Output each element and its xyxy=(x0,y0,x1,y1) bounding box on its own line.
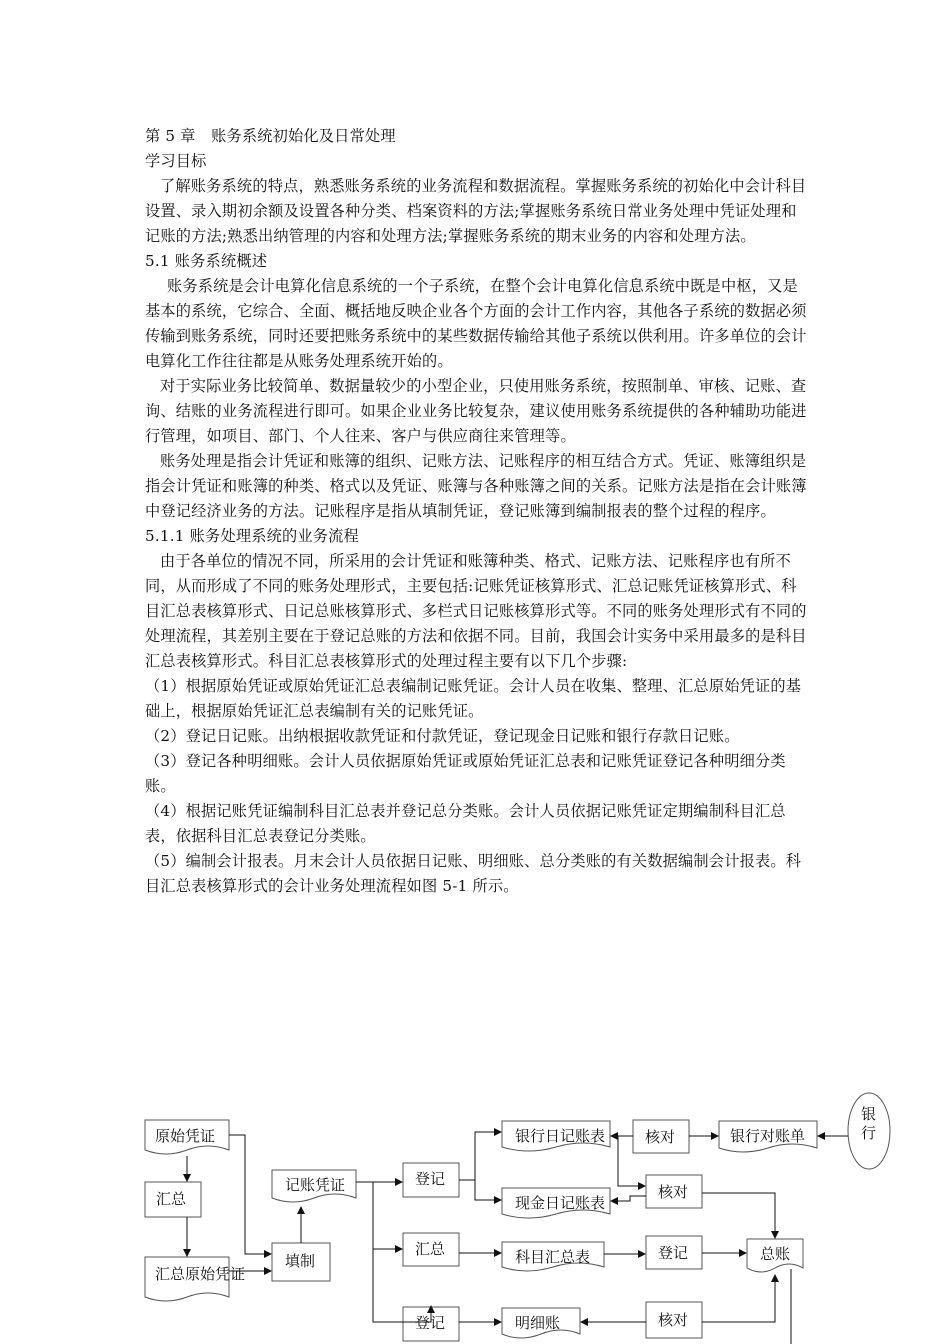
section-5-1-1-heading: 5.1.1 账务处理系统的业务流程 xyxy=(145,527,359,545)
bank-statement-label: 银行对账单 xyxy=(730,1127,806,1145)
section-5-1-1-paragraph: 由于各单位的情况不同，所采用的会计凭证和账簿种类、格式、记账方法、记账程序也有所不同，从而形成了不同的账务处理形式，主要包括:记账凭证核算形式、汇总记账凭证核算形式、科目汇总表核算形式、日记总账核算形式、多栏式日记账核算形式等。不同的账务处理形式有不同的处理流程，其差别主要在于登记总账的方法和依据不同。目前，我国会计实务中采用最多的是科目汇总表核算形式。科目汇总表核算形式的处理过程主要有以下几个步骤: xyxy=(145,552,807,670)
step-3: （3）登记各种明细账。会计人员依据原始凭证或原始凭证汇总表和记账凭证登记各种明细分类账。 xyxy=(145,752,786,795)
fill-label: 填制 xyxy=(285,1252,316,1270)
step-5: （5）编制会计报表。月末会计人员依据日记账、明细账、总分类账的有关数据编制会计报表。科目汇总表核算形式的会计业务处理流程如图 5-1 所示。 xyxy=(145,852,802,895)
bank-label-1: 银 xyxy=(861,1105,877,1123)
section-5-1-paragraph-1: 账务系统是会计电算化信息系统的一个子系统，在整个会计电算化信息系统中既是中枢，又是基本的系统，它综合、全面、概括地反映企业各个方面的会计工作内容，其他各子系统的数据必须传输到账务系统，同时还要把账务系统中的某些数据传输给其他子系统以供利用。许多单位的会计电算化工作往往都是从账务处理系统开始的。 xyxy=(145,277,807,370)
cash-journal-label: 现金日记账表 xyxy=(515,1194,606,1212)
bank-label-2: 行 xyxy=(861,1124,877,1142)
register-label-1: 登记 xyxy=(415,1170,446,1188)
section-5-1-heading: 5.1 账务系统概述 xyxy=(145,252,268,270)
objectives-paragraph: 了解账务系统的特点，熟悉账务系统的业务流程和数据流程。掌握账务系统的初始化中会计科目设置、录入期初余额及设置各种分类、档案资料的方法;掌握账务系统日常业务处理中凭证处理和记账的方法;熟悉出纳管理的内容和处理方法;掌握账务系统的期末业务的内容和处理方法。 xyxy=(145,177,807,245)
accounting-voucher-label: 记账凭证 xyxy=(285,1176,346,1194)
step-1: （1）根据原始凭证或原始凭证汇总表编制记账凭证。会计人员在收集、整理、汇总原始凭证的基础上，根据原始凭证汇总表编制有关的记账凭证。 xyxy=(145,677,802,720)
summary-voucher-label: 汇总原始凭证 xyxy=(155,1265,246,1283)
summarize-label-2: 汇总 xyxy=(415,1240,446,1258)
objectives-heading: 学习目标 xyxy=(145,152,207,170)
flowchart-figure-5-1 xyxy=(0,1090,950,1344)
register-label-2: 登记 xyxy=(415,1314,446,1332)
section-5-1-paragraph-2: 对于实际业务比较简单、数据量较少的小型企业，只使用账务系统，按照制单、审核、记账、查询、结账的业务流程进行即可。如果企业业务比较复杂，建议使用账务系统提供的各种辅助功能进行管理，如项目、部门、个人往来、客户与供应商往来管理等。 xyxy=(145,377,807,445)
general-ledger-label: 总账 xyxy=(760,1245,791,1263)
step-4: （4）根据记账凭证编制科目汇总表并登记总分类账。会计人员依据记账凭证定期编制科目汇总表，依据科目汇总表登记分类账。 xyxy=(145,802,786,845)
detail-ledger-label: 明细账 xyxy=(515,1314,561,1332)
check-label-1: 核对 xyxy=(645,1128,676,1146)
step-2: （2）登记日记账。出纳根据收款凭证和付款凭证，登记现金日记账和银行存款日记账。 xyxy=(145,727,740,745)
chapter-title: 第 5 章 账务系统初始化及日常处理 xyxy=(145,127,396,145)
check-label-2: 核对 xyxy=(658,1183,689,1201)
check-label-3: 核对 xyxy=(658,1311,689,1329)
document-body xyxy=(145,124,810,899)
subject-summary-label: 科目汇总表 xyxy=(515,1248,591,1266)
original-voucher-label: 原始凭证 xyxy=(155,1127,216,1145)
section-5-1-paragraph-3: 账务处理是指会计凭证和账簿的组织、记账方法、记账程序的相互结合方式。凭证、账簿组织是指会计凭证和账簿的种类、格式以及凭证、账簿与各种账簿之间的关系。记账方法是指在会计账簿中登记经济业务的方法。记账程序是指从填制凭证，登记账簿到编制报表的整个过程的程序。 xyxy=(145,452,807,520)
summarize-label-1: 汇总 xyxy=(156,1190,187,1208)
bank-journal-label: 银行日记账表 xyxy=(515,1127,606,1145)
register-label-3: 登记 xyxy=(658,1244,689,1262)
